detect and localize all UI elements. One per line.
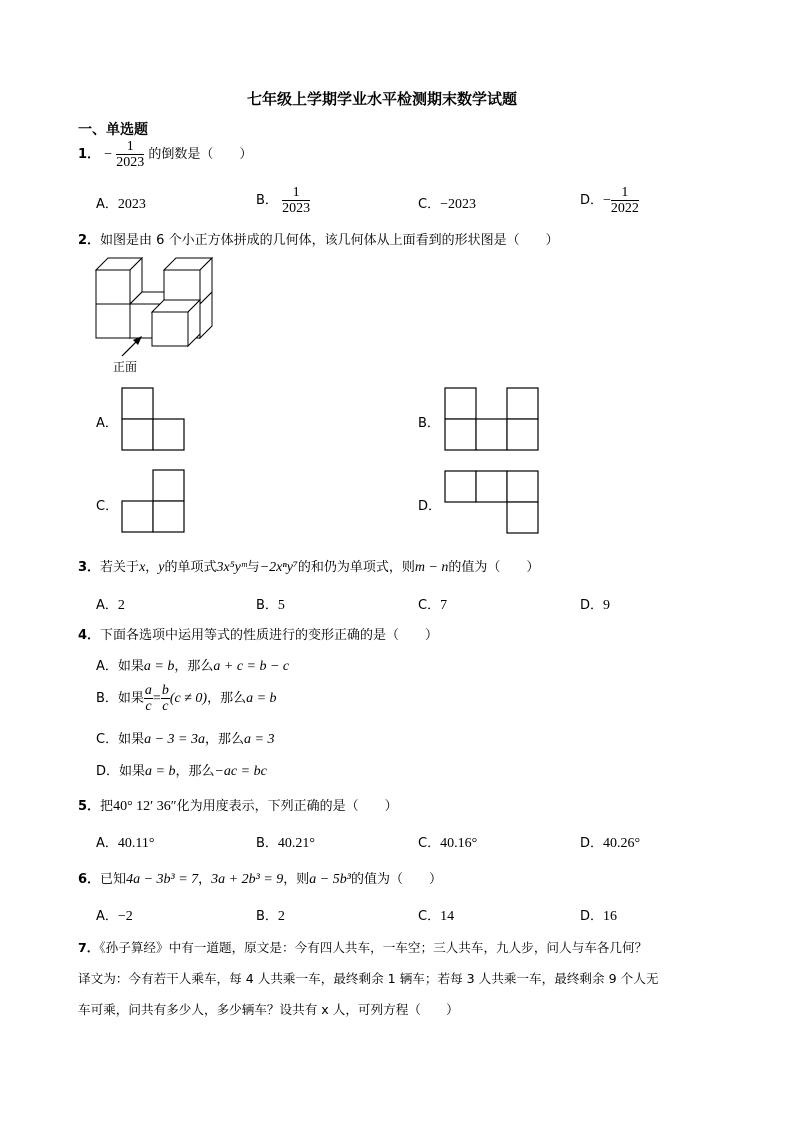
question-5: 5．把40° 12′ 36″化为用度表示，下列正确的是（ ）: [78, 799, 398, 814]
option-b: B． $\frac{1}{2023}$: [256, 185, 311, 216]
top-view-c: [122, 470, 186, 534]
question-2: [78, 229, 559, 248]
option-d: D．− $\frac{1}{2022}$: [580, 185, 639, 216]
question-text: 如图是由 6 个小正方体拼成的几何体，该几何体从上面看到的形状图是（ ）: [100, 233, 559, 248]
option-b: B．: [418, 416, 440, 431]
cube-figure: [96, 256, 221, 346]
front-label: 正面: [113, 360, 138, 374]
question-7-line-3: 车可乘，问共有多少人，多少辆车？设共有 x 人，可列方程（ ）: [78, 1002, 459, 1017]
option-a: A．2023: [96, 197, 146, 212]
question-number: 2．: [78, 233, 101, 248]
option-a: A．2: [96, 598, 125, 613]
option-a: A．−2: [96, 909, 133, 924]
question-3: 3．若关于x，y的单项式3x⁵yᵐ与−2xⁿy⁷的和仍为单项式，则m − n的值为（ ）: [78, 560, 540, 575]
option-a: A．: [96, 416, 118, 431]
negative-sign: −: [104, 147, 113, 162]
section-heading: 一、单选题: [78, 122, 148, 138]
option-c: C．40.16°: [418, 836, 478, 851]
option-b: B．如果 $\frac{a}{c}$ = $\frac{b}{c}$ (c ≠ 0)，那么a = b: [96, 683, 277, 714]
option-c: C．−2023: [418, 197, 476, 212]
option-d: D．40.26°: [580, 836, 641, 851]
arrow-icon: [118, 334, 148, 359]
option-c: C．14: [418, 909, 455, 924]
option-c: C．7: [418, 598, 448, 613]
question-7-line-1: 7．《孙子算经》中有一道题，原文是：今有四人共车，一车空；三人共车，九人步，问人与车各几何？: [78, 940, 648, 955]
option-c: C．如果a − 3 = 3a，那么a = 3: [96, 732, 275, 747]
option-b: B．2: [256, 909, 285, 924]
option-d: D．如果a = b，那么−ac = bc: [96, 764, 267, 779]
question-6: 6．已知4a − 3b³ = 7，3a + 2b³ = 9，则a − 5b³的值为（ ）: [78, 872, 442, 887]
option-a: A．如果a = b，那么a + c = b − c: [96, 659, 290, 674]
option-a: A．40.11°: [96, 836, 155, 851]
option-d: D．16: [580, 909, 618, 924]
fraction: $\frac{1}{2023}$: [116, 139, 145, 170]
question-number: 1．: [78, 147, 101, 162]
question-text: 的倒数是（ ）: [148, 147, 253, 162]
question-7-line-2: 译文为：今有若干人乘车，每 4 人共乘一车，最终剩余 1 辆车；若每 3 人共乘一车，最终剩余 9 个人无: [78, 971, 659, 986]
question-1: [78, 139, 252, 170]
question-4: 4．下面各选项中运用等式的性质进行的变形正确的是（ ）: [78, 628, 439, 643]
option-d: D．: [418, 499, 442, 514]
option-b: B．5: [256, 598, 285, 613]
option-c: C．: [96, 499, 119, 514]
page-title: 七年级上学期学业水平检测期末数学试题: [247, 90, 518, 108]
option-b: B．40.21°: [256, 836, 316, 851]
top-view-d: [445, 471, 541, 535]
top-view-b: [445, 388, 541, 452]
option-d: D．9: [580, 598, 611, 613]
top-view-a: [122, 388, 186, 452]
